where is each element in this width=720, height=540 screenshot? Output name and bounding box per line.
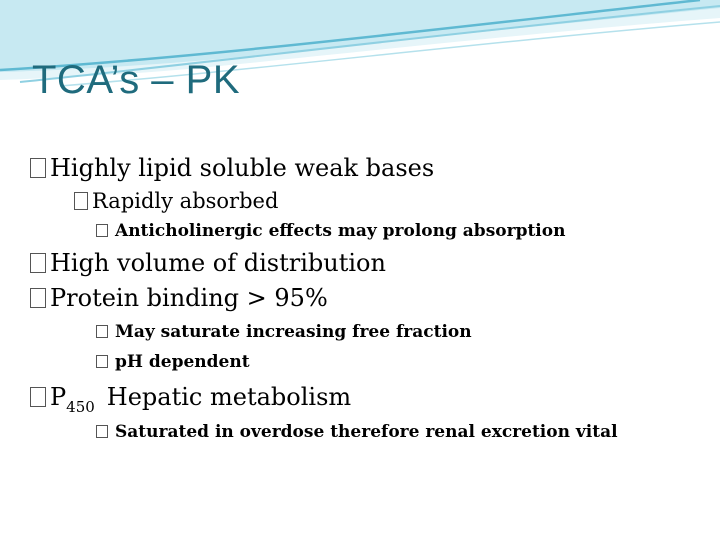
bullet-subscript-450: 450 [66, 398, 95, 416]
bullet-text: High volume of distribution [50, 249, 386, 277]
bullet-text: May saturate increasing free fraction [115, 322, 472, 342]
bullet-ph-dependent [96, 352, 250, 372]
bullet-text-p: P [50, 383, 67, 411]
bullet-box-icon [30, 387, 46, 407]
bullet-text: Rapidly absorbed [92, 189, 279, 213]
bullet-p450-metabolism [30, 383, 352, 416]
bullet-text: Protein binding > 95% [50, 284, 328, 312]
bullet-box-icon [96, 325, 108, 338]
bullet-volume-distribution [30, 249, 386, 277]
bullet-box-icon [96, 224, 108, 237]
bullet-rapidly-absorbed [74, 189, 278, 213]
bullet-lipid-soluble [30, 154, 434, 182]
bullet-box-icon [74, 192, 88, 210]
bullet-box-icon [96, 425, 108, 438]
bullet-anticholinergic [96, 221, 565, 241]
bullet-saturated-overdose [96, 422, 618, 442]
bullet-box-icon [30, 158, 46, 178]
bullet-text: Anticholinergic effects may prolong absorption [115, 221, 566, 241]
bullet-box-icon [96, 355, 108, 368]
bullet-text: pH dependent [115, 352, 250, 372]
bullet-text: Saturated in overdose therefore renal excretion vital [115, 422, 618, 442]
bullet-text-hepatic: Hepatic metabolism [106, 383, 352, 411]
slide-title: TCA’s – PK [32, 58, 241, 102]
bullet-box-icon [30, 253, 46, 273]
bullet-text: Highly lipid soluble weak bases [50, 154, 435, 182]
bullet-box-icon [30, 288, 46, 308]
bullet-protein-binding [30, 284, 328, 312]
bullet-saturate-free-fraction [96, 322, 472, 342]
